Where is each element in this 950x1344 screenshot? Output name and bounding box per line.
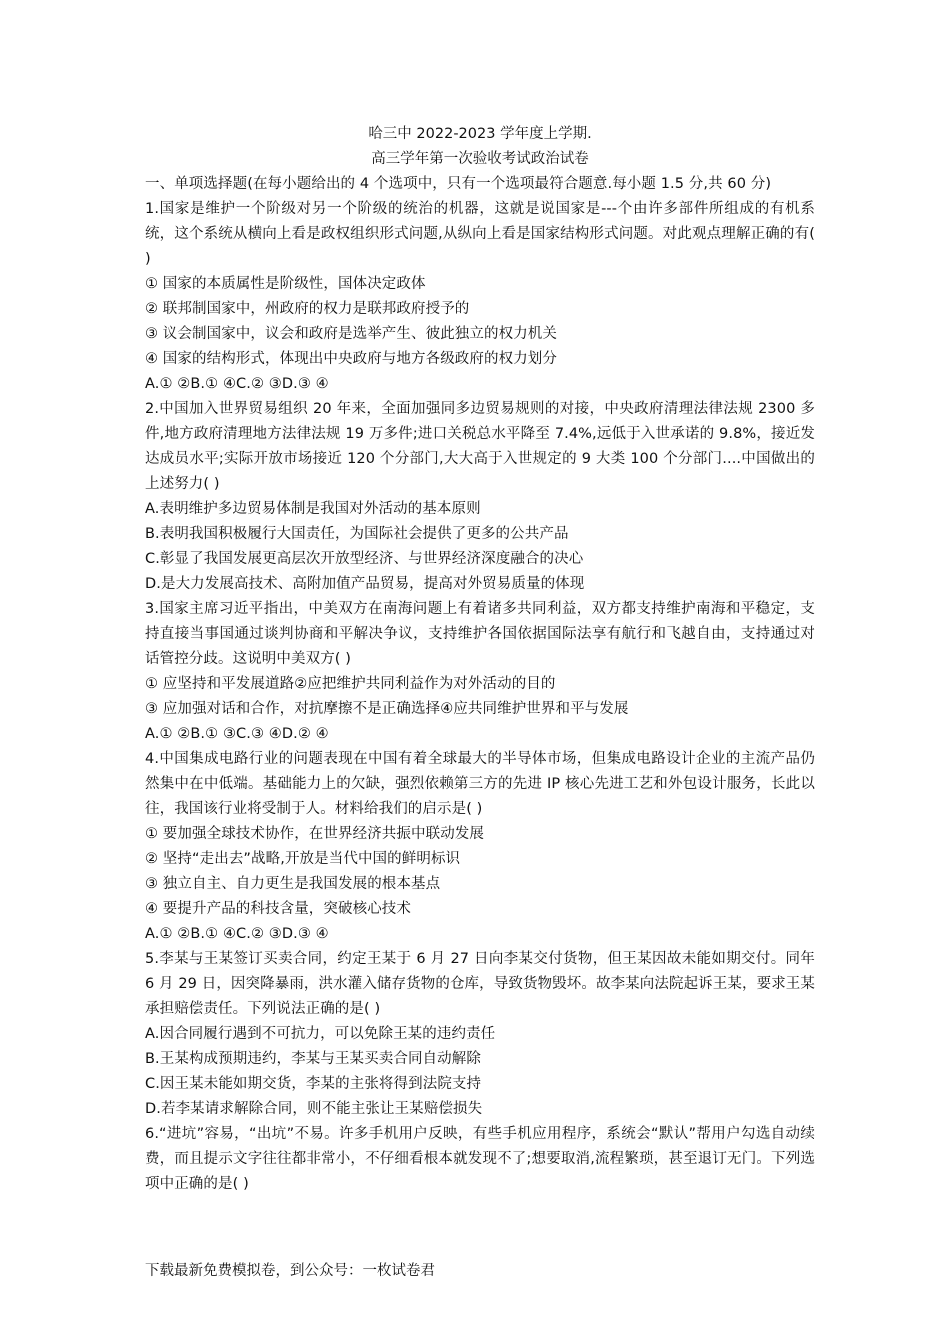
question-1-line: ③ 议会制国家中，议会和政府是选举产生、彼此独立的权力机关 [145,326,558,342]
question-5-option: C.因王某未能如期交货，李某的主张将得到法院支持 [145,1076,482,1092]
question-3-stem: 3.国家主席习近平指出，中美双方在南海问题上有着诸多共同利益，双方都支持维护南海和平稳定，支持直接当事国通过谈判协商和平解决争议，支持维护各国依据国际法享有航行和飞越自由，支持通过对话管控分歧。这说明中美双方( ) [145,601,815,667]
exam-title-line-1: 哈三中 2022-2023 学年度上学期. [368,126,592,142]
question-3-line: ① 应坚持和平发展道路②应把维护共同利益作为对外活动的目的 [145,676,556,692]
exam-title-line-2: 高三学年第一次验收考试政治试卷 [371,151,589,167]
question-4-line: ③ 独立自主、自力更生是我国发展的根本基点 [145,876,441,892]
question-6-stem: 6.“进坑”容易，“出坑”不易。许多手机用户反映，有些手机应用程序，系统会“默认”帮用户勾选自动续费，而且提示文字往往都非常小，不仔细看根本就发现不了;想要取消,流程繁琐，甚至退订无门。下列选项中正确的是( ) [145,1126,815,1192]
question-1-line: ④ 国家的结构形式，体现出中央政府与地方各级政府的权力划分 [145,351,558,367]
question-2-option: B.表明我国积极履行大国责任，为国际社会提供了更多的公共产品 [145,526,569,542]
question-3-answer-options: A.① ②B.① ③C.③ ④D.② ④ [145,726,329,742]
question-4-line: ① 要加强全球技术协作，在世界经济共振中联动发展 [145,826,485,842]
question-5-option: D.若李某请求解除合同，则不能主张让王某赔偿损失 [145,1101,483,1117]
question-4-answer-options: A.① ②B.① ④C.② ③D.③ ④ [145,926,329,942]
question-2-option: C.彰显了我国发展更高层次开放型经济、与世界经济深度融合的决心 [145,551,584,567]
question-5-stem: 5.李某与王某签订买卖合同，约定王某于 6 月 27 日向李某交付货物，但王某因故未能如期交付。同年 6 月 29 日，因突降暴雨，洪水灌入储存货物的仓库，导致货物毁坏。故李某向法院起诉王某，要求王某承担赔偿责任。下列说法正确的是( ) [145,951,815,1017]
question-3-line: ③ 应加强对话和合作，对抗摩擦不是正确选择④应共同维护世界和平与发展 [145,701,629,717]
question-5-option: A.因合同履行遇到不可抗力，可以免除王某的违约责任 [145,1026,496,1042]
question-4-stem: 4.中国集成电路行业的问题表现在中国有着全球最大的半导体市场，但集成电路设计企业的主流产品仍然集中在中低端。基础能力上的欠缺，强烈依赖第三方的先进 IP 核心先进工艺和外包设计服务，长此以往，我国该行业将受制于人。材料给我们的启示是( ) [145,751,815,817]
footer-note: 下载最新免费模拟卷，到公众号：一枚试卷君 [145,1262,435,1279]
question-2-option: D.是大力发展高技术、高附加值产品贸易，提高对外贸易质量的体现 [145,576,585,592]
question-5-option: B.王某构成预期违约，李某与王某买卖合同自动解除 [145,1051,481,1067]
question-1-line: ① 国家的本质属性是阶级性，国体决定政体 [145,276,426,292]
question-4-line: ④ 要提升产品的科技含量，突破核心技术 [145,901,412,917]
exam-body [145,172,815,1197]
question-1-answer-options: A.① ②B.① ④C.② ③D.③ ④ [145,376,329,392]
section-heading: 一、单项选择题(在每小题给出的 4 个选项中，只有一个选项最符合题意.每小题 1.5 分,共 60 分) [145,176,772,192]
question-1-line: ② 联邦制国家中，州政府的权力是联邦政府授予的 [145,301,470,317]
question-4-line: ② 坚持“走出去”战略,开放是当代中国的鲜明标识 [145,851,461,867]
question-2-stem: 2.中国加入世界贸易组织 20 年来，全面加强同多边贸易规则的对接，中央政府清理法律法规 2300 多件,地方政府清理地方法律法规 19 万多件;进口关税总水平降至 7.4%,远低于入世承诺的 9.8%，接近发达成员水平;实际开放市场接近 120 个分部门,大大高于入世规定的 9 大类 100 个分部门....中国做出的上述努力( ) [145,401,815,492]
question-1-stem: 1.国家是维护一个阶级对另一个阶级的统治的机器，这就是说国家是---个由许多部件所组成的有机系统，这个系统从横向上看是政权组织形式问题,从纵向上看是国家结构形式问题。对此观点理解正确的有( ) [145,201,815,267]
question-2-option: A.表明维护多边贸易体制是我国对外活动的基本原则 [145,501,481,517]
